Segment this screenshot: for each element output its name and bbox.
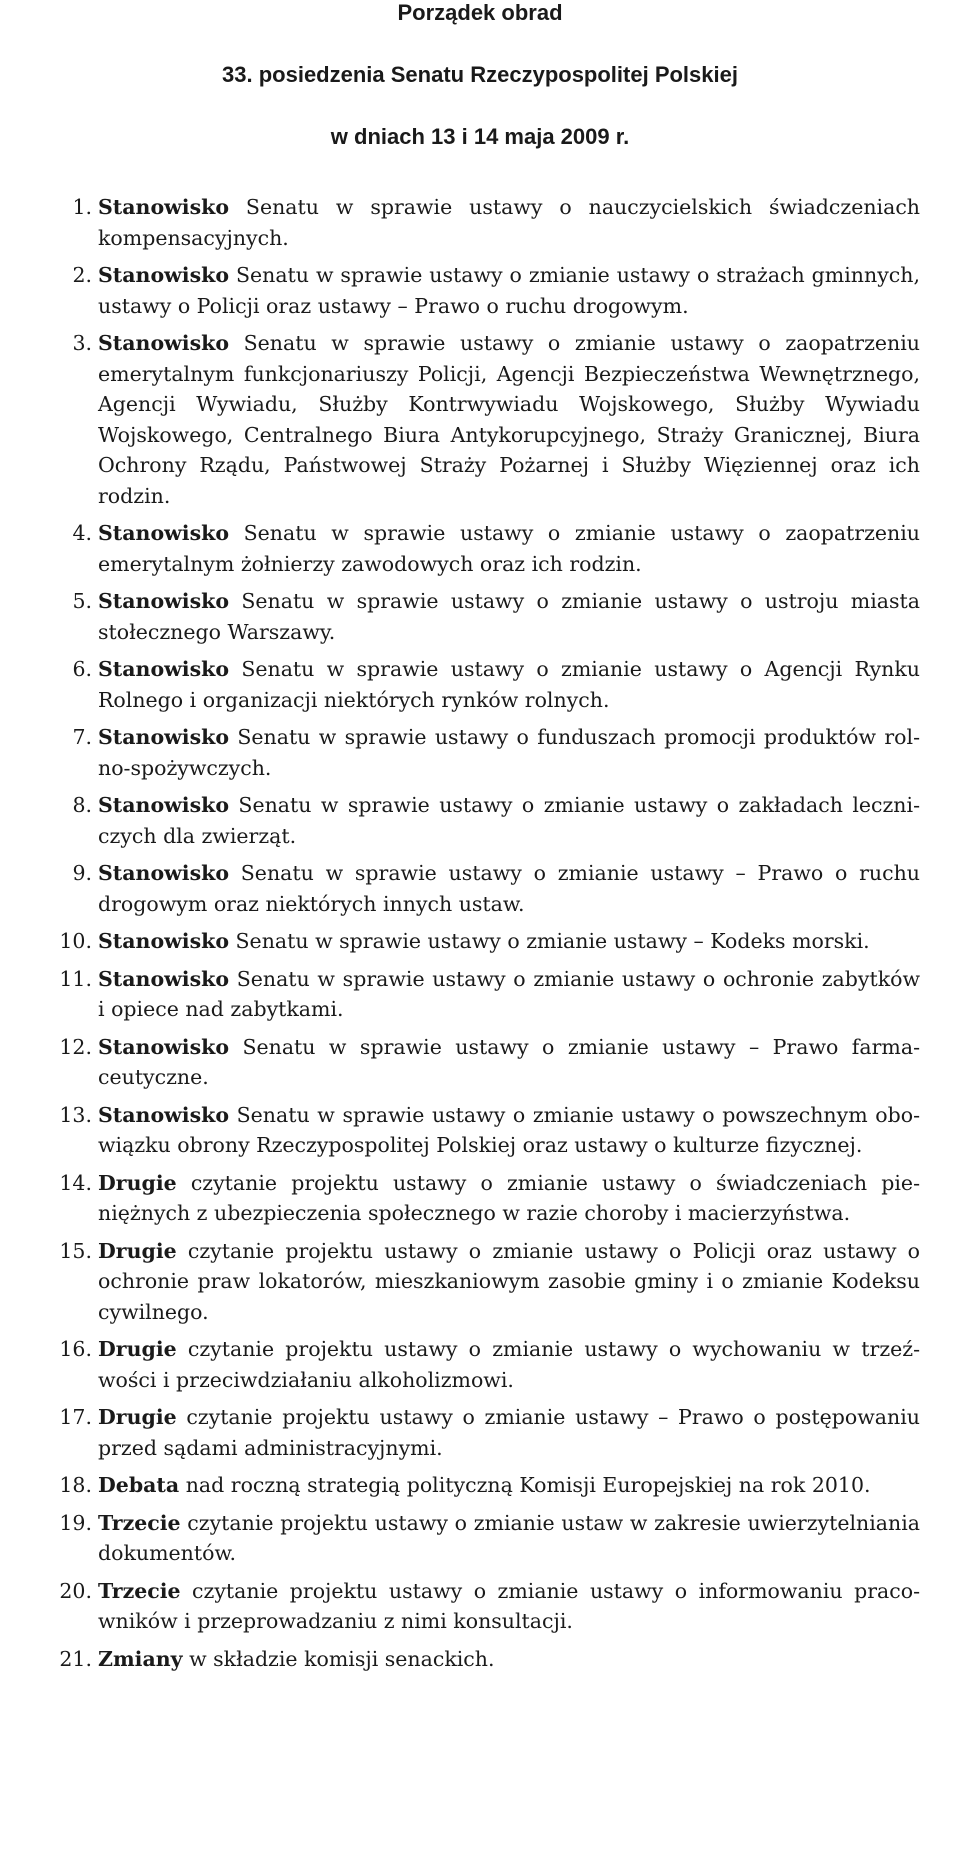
agenda-item-number: 11. [59, 966, 92, 991]
agenda-item-description: Senatu w sprawie ustawy o zmianie ustawy o Agencji Rynku Rolnego i organizacji niektórych rynków rolnych. [98, 657, 920, 712]
agenda-item-text [98, 586, 920, 647]
agenda-item-text [98, 1470, 920, 1501]
agenda-item [40, 1508, 920, 1569]
agenda-item [40, 1032, 920, 1093]
agenda-item-lead: Stanowisko [98, 966, 229, 991]
agenda-item-text [98, 192, 920, 253]
agenda-item-number: 19. [59, 1510, 92, 1535]
agenda-item-description: Senatu w sprawie ustawy o zmianie ustawy o zaopatrzeniu emerytalnym żołnierzy zawodowych oraz ich rodzin. [98, 521, 920, 576]
agenda-item [40, 1644, 920, 1675]
agenda-item [40, 926, 920, 957]
session-title: 33. posiedzenia Senatu Rzeczypospolitej Polskiej [222, 62, 738, 87]
agenda-item-lead: Stanowisko [98, 331, 229, 355]
agenda-item-description: nad roczną strategią polityczną Komisji Europejskiej na rok 2010. [179, 1473, 871, 1497]
agenda-item-description: Senatu w sprawie ustawy o zmianie ustawy o strażach gminnych, ustawy o Policji oraz ustawy – Prawo o ruchu drogowym. [98, 263, 920, 318]
agenda-item-number: 15. [59, 1238, 92, 1263]
agenda-item-number: 16. [59, 1337, 92, 1361]
agenda-item-number: 1. [72, 195, 92, 219]
document-title: Porządek obrad [397, 0, 563, 25]
agenda-item-lead: Stanowisko [98, 195, 229, 219]
agenda-item-lead: Drugie [98, 1238, 177, 1263]
agenda-list [40, 192, 920, 1674]
agenda-item-number: 14. [59, 1170, 92, 1195]
agenda-item-description: czytanie projektu ustawy o zmianie ustawy o świadczeniach pieniężnych z ubezpieczenia społecznego w razie choroby i macierzyństwa. [98, 1170, 920, 1225]
agenda-item-number: 2. [72, 263, 92, 287]
agenda-item-description: Senatu w sprawie ustawy o zmianie ustawy o ochronie zabytków i opiece nad zabytkami. [98, 966, 920, 1021]
agenda-item [40, 1402, 920, 1463]
agenda-item [40, 1470, 920, 1501]
agenda-item-lead: Zmiany [98, 1646, 183, 1671]
agenda-item-lead: Drugie [98, 1405, 177, 1429]
agenda-item-description: Senatu w sprawie ustawy o zmianie ustawy o powszechnym obowiązku obrony Rzeczypospolitej Polskiej oraz ustawy o kulturze fizycznej. [98, 1102, 920, 1157]
agenda-item-number: 5. [72, 589, 92, 613]
agenda-item [40, 1576, 920, 1637]
agenda-item [40, 260, 920, 321]
agenda-item-text [98, 790, 920, 851]
agenda-item-text [98, 260, 920, 321]
agenda-item-description: czytanie projektu ustawy o zmianie ustawy o informowaniu pracowników i przeprowadzaniu z nimi konsultacji. [98, 1578, 920, 1633]
agenda-item-lead: Stanowisko [98, 725, 229, 749]
agenda-item-number: 8. [72, 793, 92, 817]
agenda-item-text [98, 1576, 920, 1637]
agenda-item-lead: Stanowisko [98, 263, 229, 287]
agenda-item-text [98, 1168, 920, 1229]
agenda-item-number: 13. [59, 1102, 92, 1127]
agenda-item [40, 858, 920, 919]
agenda-item [40, 192, 920, 253]
agenda-item-text [98, 858, 920, 919]
agenda-item-number: 17. [59, 1405, 92, 1429]
agenda-item-text [98, 1402, 920, 1463]
agenda-item-lead: Trzecie [98, 1578, 181, 1603]
agenda-item [40, 1334, 920, 1395]
agenda-item-description: w składzie komisji senackich. [182, 1646, 495, 1671]
agenda-item [40, 518, 920, 579]
agenda-item-text [98, 964, 920, 1025]
agenda-item-lead: Stanowisko [98, 1034, 229, 1059]
agenda-item-description: Senatu w sprawie ustawy o funduszach promocji produktów rolno-spożywczych. [98, 725, 920, 780]
agenda-item-lead: Trzecie [98, 1510, 181, 1535]
agenda-item-lead: Stanowisko [98, 861, 229, 885]
agenda-item-lead: Debata [98, 1473, 180, 1497]
agenda-item-description: Senatu w sprawie ustawy o zmianie ustawy – Prawo o ruchu drogowym oraz niektórych innych ustaw. [98, 861, 920, 916]
agenda-item-text [98, 1100, 920, 1161]
agenda-item-description: czytanie projektu ustawy o zmianie ustawy – Prawo o postępowaniu przed sądami administracyjnymi. [98, 1405, 920, 1460]
agenda-item [40, 722, 920, 783]
agenda-item-description: Senatu w sprawie ustawy o zmianie ustawy o ustroju miasta stołecznego Warszawy. [98, 589, 920, 644]
agenda-item [40, 586, 920, 647]
agenda-item-text [98, 1236, 920, 1328]
agenda-item-description: Senatu w sprawie ustawy o zmianie ustawy o zaopatrzeniu emerytalnym funkcjonariuszy Policji, Agencji Bezpieczeństwa Wewnętrznego, Agencji Wywiadu, Służby Kontrwywiadu Wojskowego, Służby Wywiadu Wojskowego, Centralnego Biura Antykorupcyjnego, Straży Granicznej, Biura Ochrony Rządu, Państwowej Straży Pożarnej i Służby Więziennej oraz ich rodzin. [98, 331, 920, 508]
agenda-item [40, 1236, 920, 1328]
agenda-item [40, 328, 920, 511]
agenda-item-text [98, 722, 920, 783]
agenda-item-text [98, 926, 920, 957]
agenda-item [40, 790, 920, 851]
agenda-item-description: Senatu w sprawie ustawy o zmianie ustawy o zakładach leczniczych dla zwierząt. [98, 793, 920, 848]
agenda-item-number: 3. [72, 331, 92, 355]
agenda-item [40, 1100, 920, 1161]
agenda-item [40, 1168, 920, 1229]
agenda-item-lead: Drugie [98, 1170, 177, 1195]
agenda-item-lead: Drugie [98, 1337, 177, 1361]
agenda-item-description: czytanie projektu ustawy o zmianie ustaw w zakresie uwierzytelniania dokumentów. [98, 1510, 920, 1565]
agenda-item [40, 654, 920, 715]
agenda-item-lead: Stanowisko [98, 1102, 229, 1127]
agenda-item-text [98, 1334, 920, 1395]
agenda-item-text [98, 1032, 920, 1093]
agenda-item-lead: Stanowisko [98, 521, 229, 545]
agenda-item-number: 6. [72, 657, 92, 681]
agenda-item-text [98, 1644, 920, 1675]
agenda-item-description: Senatu w sprawie ustawy o zmianie ustawy – Kodeks morski. [229, 929, 870, 953]
agenda-item-number: 12. [59, 1034, 92, 1059]
agenda-item-description: czytanie projektu ustawy o zmianie ustawy o wychowaniu w trzeźwości i przeciwdziałaniu alkoholizmowi. [98, 1337, 920, 1392]
agenda-item-number: 10. [59, 929, 92, 953]
agenda-item-number: 4. [72, 521, 92, 545]
agenda-item-text [98, 1508, 920, 1569]
agenda-item [40, 964, 920, 1025]
agenda-item-description: czytanie projektu ustawy o zmianie ustawy o Policji oraz ustawy o ochronie praw lokatorów, mieszkaniowym zasobie gminy i o zmianie Kodeksu cywilnego. [98, 1238, 920, 1324]
agenda-item-number: 7. [72, 725, 92, 749]
agenda-item-lead: Stanowisko [98, 929, 229, 953]
agenda-item-lead: Stanowisko [98, 793, 229, 817]
session-dates: w dniach 13 i 14 maja 2009 r. [330, 124, 630, 149]
agenda-item-text [98, 654, 920, 715]
agenda-item-number: 20. [59, 1578, 92, 1603]
agenda-item-lead: Stanowisko [98, 589, 229, 613]
agenda-item-number: 9. [72, 861, 92, 885]
agenda-item-number: 18. [59, 1473, 92, 1497]
agenda-item-lead: Stanowisko [98, 657, 229, 681]
agenda-item-description: Senatu w sprawie ustawy o zmianie ustawy – Prawo farmaceutyczne. [98, 1034, 920, 1089]
agenda-item-number: 21. [59, 1646, 92, 1671]
document-header [40, 0, 920, 150]
agenda-item-description: Senatu w sprawie ustawy o nauczycielskich świadczeniach kompensacyjnych. [98, 195, 920, 250]
agenda-item-text [98, 328, 920, 511]
agenda-item-text [98, 518, 920, 579]
